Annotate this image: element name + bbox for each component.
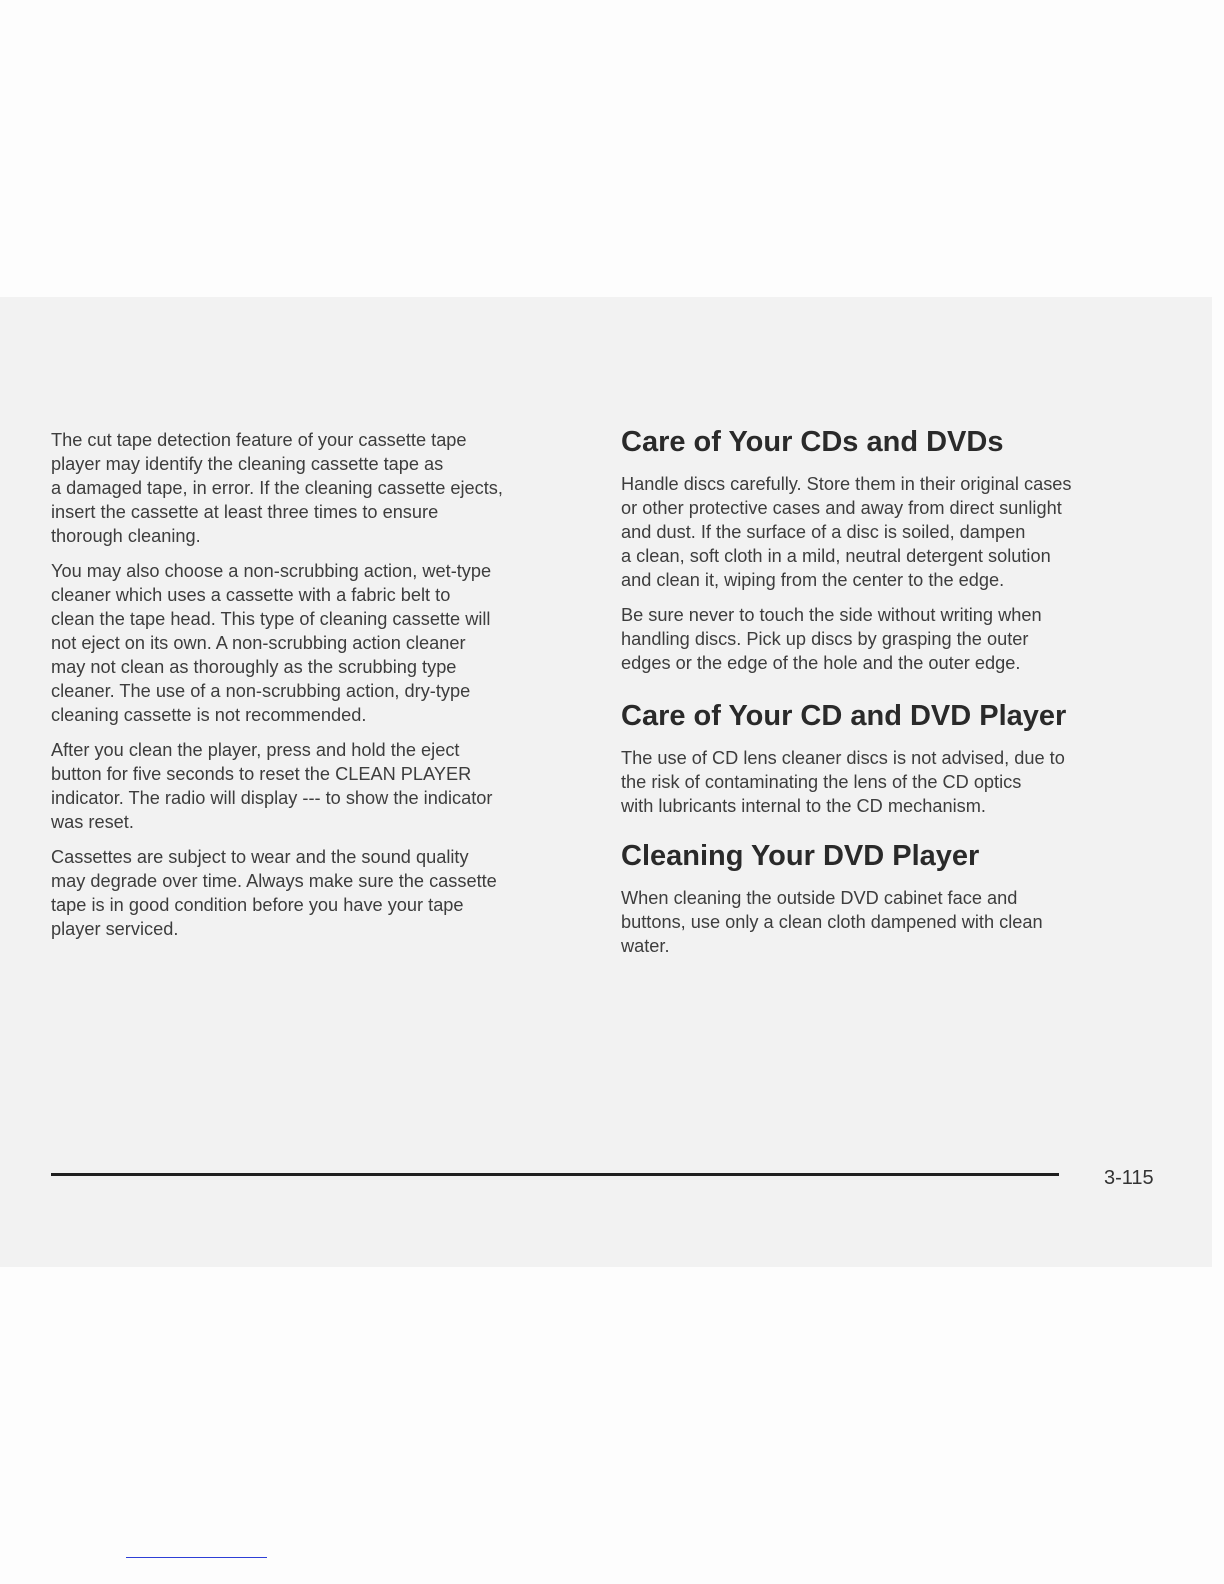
paragraph-touch-side — [621, 603, 1166, 675]
text-line: may degrade over time. Always make sure the cassette — [51, 871, 497, 891]
text-line: After you clean the player, press and hold the eject — [51, 740, 460, 760]
text-line: and dust. If the surface of a disc is soiled, dampen — [621, 522, 1026, 542]
paragraph-cassette-wear — [51, 845, 591, 941]
text-line: The use of CD lens cleaner discs is not advised, due to — [621, 748, 1065, 768]
paragraph-handle-discs — [621, 472, 1166, 592]
text-line: insert the cassette at least three times to ensure — [51, 502, 439, 522]
text-line: thorough cleaning. — [51, 526, 201, 546]
text-line: tape is in good condition before you have your tape — [51, 895, 464, 915]
text-line: player serviced. — [51, 919, 179, 939]
text-line: When cleaning the outside DVD cabinet face and — [621, 888, 1018, 908]
paragraph-reset-clean-player — [51, 738, 591, 834]
section-heading-care-of-cds-dvds: Care of Your CDs and DVDs — [621, 426, 1004, 458]
paragraph-cut-tape-detection — [51, 428, 591, 548]
right-column — [621, 424, 1166, 969]
text-line: handling discs. Pick up discs by grasping the outer — [621, 629, 1029, 649]
text-line: buttons, use only a clean cloth dampened with clean — [621, 912, 1043, 932]
text-line: water. — [621, 936, 670, 956]
text-line: Be sure never to touch the side without writing when — [621, 605, 1042, 625]
text-line: with lubricants internal to the CD mechanism. — [621, 796, 986, 816]
text-line: a damaged tape, in error. If the cleaning cassette ejects, — [51, 478, 503, 498]
text-line: not eject on its own. A non-scrubbing action cleaner — [51, 633, 466, 653]
text-line: the risk of contaminating the lens of the CD optics — [621, 772, 1022, 792]
page-number: 3-115 — [1104, 1167, 1154, 1189]
section-heading-cleaning-dvd-player: Cleaning Your DVD Player — [621, 840, 980, 872]
text-line: and clean it, wiping from the center to the edge. — [621, 570, 1005, 590]
text-line: cleaner. The use of a non-scrubbing action, dry-type — [51, 681, 471, 701]
text-line: cleaning cassette is not recommended. — [51, 705, 367, 725]
text-line: Handle discs carefully. Store them in their original cases — [621, 474, 1072, 494]
section-heading-care-of-cd-dvd-player: Care of Your CD and DVD Player — [621, 700, 1067, 732]
text-line: indicator. The radio will display --- to show the indicator — [51, 788, 493, 808]
text-line: clean the tape head. This type of cleaning cassette will — [51, 609, 491, 629]
footer-rule — [51, 1173, 1059, 1176]
text-line: or other protective cases and away from direct sunlight — [621, 498, 1062, 518]
text-line: may not clean as thoroughly as the scrubbing type — [51, 657, 457, 677]
paragraph-lens-cleaner — [621, 746, 1166, 818]
text-line: button for five seconds to reset the CLEAN PLAYER — [51, 764, 472, 784]
text-line: player may identify the cleaning cassette tape as — [51, 454, 444, 474]
text-line: Cassettes are subject to wear and the sound quality — [51, 847, 469, 867]
paragraph-cleaning-cabinet — [621, 886, 1166, 958]
text-line: edges or the edge of the hole and the outer edge. — [621, 653, 1021, 673]
left-column — [51, 428, 591, 952]
text-line: was reset. — [51, 812, 134, 832]
blue-underline-mark — [126, 1557, 267, 1558]
text-line: cleaner which uses a cassette with a fabric belt to — [51, 585, 451, 605]
text-line: The cut tape detection feature of your cassette tape — [51, 430, 467, 450]
text-line: a clean, soft cloth in a mild, neutral detergent solution — [621, 546, 1051, 566]
paragraph-wet-type-cleaner — [51, 559, 591, 727]
text-line: You may also choose a non-scrubbing action, wet-type — [51, 561, 492, 581]
